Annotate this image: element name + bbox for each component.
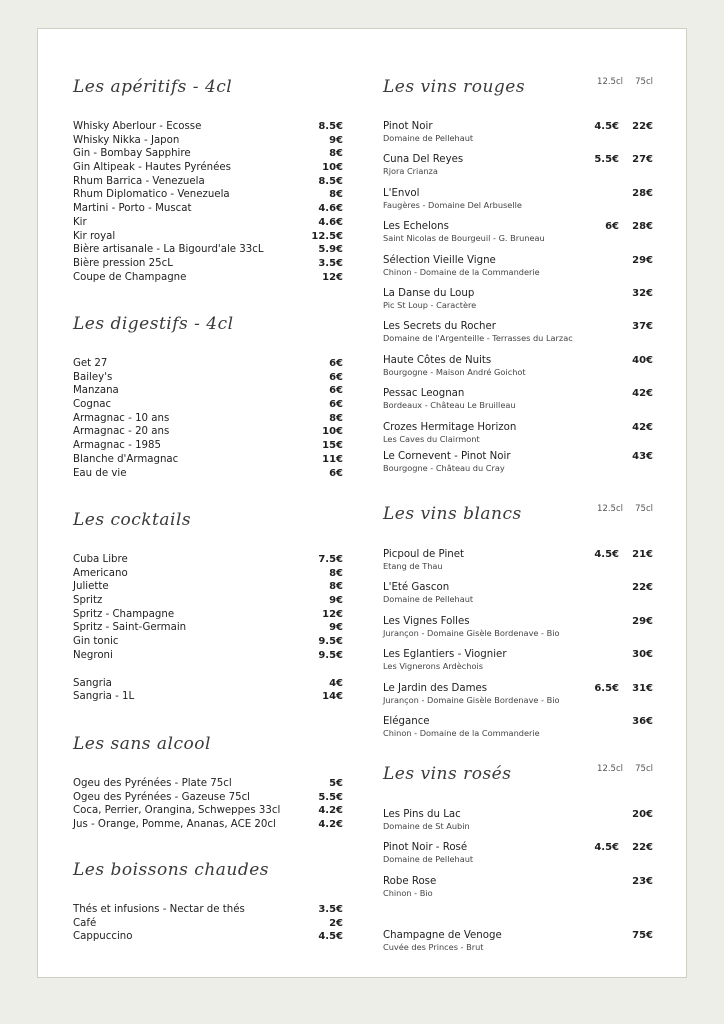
item-name: Negroni	[73, 649, 113, 661]
item-name: Gin Altipeak - Hautes Pyrénées	[73, 162, 231, 174]
list-item	[73, 147, 343, 161]
wine-origin: Etang de Thau	[383, 561, 443, 571]
wine-name: La Danse du Loup	[383, 287, 475, 299]
digestifs-list	[73, 357, 343, 480]
price-bottle: 37€	[632, 321, 653, 333]
list-item	[383, 220, 653, 253]
price-bottle: 42€	[632, 388, 653, 400]
list-item	[383, 548, 653, 581]
wine-name: L'Envol	[383, 187, 420, 199]
item-price: 12€	[322, 271, 343, 283]
item-price: 11€	[322, 453, 343, 465]
section-title: Les vins rouges	[383, 77, 526, 97]
wine-origin: Chinon - Domaine de la Commanderie	[383, 727, 540, 738]
item-name: Martini - Porto - Muscat	[73, 203, 192, 215]
section-title: Les digestifs - 4cl	[73, 314, 234, 334]
wine-name: Elégance	[383, 715, 430, 727]
wine-origin: Pic St Loup - Caractère	[383, 299, 477, 310]
wine-origin: Jurançon - Domaine Gisèle Bordenave - Bio	[383, 694, 560, 705]
price-bottle: 32€	[632, 287, 653, 299]
price-bottle: 22€	[632, 842, 653, 854]
item-name: Spritz - Champagne	[73, 608, 175, 620]
price-bottle: 22€	[632, 582, 653, 594]
section-title: Les vins rosés	[383, 764, 512, 784]
section-title: Les cocktails	[73, 510, 192, 530]
item-price: 8.5€	[318, 121, 343, 132]
item-name: Armagnac - 1985	[73, 440, 161, 452]
list-item	[383, 287, 653, 320]
item-name: Cuba Libre	[73, 554, 128, 565]
list-item	[73, 930, 343, 944]
wine-name: L'Eté Gascon	[383, 582, 450, 594]
list-item	[383, 450, 653, 483]
item-name: Bière artisanale - La Bigourd'ale 33cL	[73, 244, 264, 256]
item-name: Rhum Diplomatico - Venezuela	[73, 189, 230, 201]
list-item	[383, 320, 653, 353]
price-bottle: 23€	[632, 875, 653, 887]
item-price: 4.5€	[318, 931, 343, 943]
price-bottle: 29€	[632, 254, 653, 266]
list-item	[73, 202, 343, 216]
list-item	[73, 804, 343, 818]
list-item	[73, 553, 343, 567]
list-item	[73, 175, 343, 189]
list-item	[383, 808, 653, 841]
item-name: Gin tonic	[73, 636, 119, 648]
price-bottle: 21€	[632, 549, 653, 560]
wine-origin: Chinon - Bio	[383, 887, 433, 898]
sans-alcool-section	[73, 732, 343, 832]
price-glass: 5.5€	[594, 154, 619, 166]
list-item	[73, 677, 343, 691]
list-item	[73, 453, 343, 467]
list-item	[73, 635, 343, 649]
size-glass: 12.5cl	[597, 764, 623, 774]
item-price: 3.5€	[318, 904, 343, 915]
wine-name: Crozes Hermitage Horizon	[383, 421, 517, 433]
item-name: Sangria	[73, 677, 112, 689]
wine-name: Pinot Noir	[383, 121, 433, 132]
wine-name: Les Vignes Folles	[383, 615, 470, 627]
item-price: 12.5€	[311, 230, 343, 242]
list-item	[73, 580, 343, 594]
item-price: 9.5€	[318, 636, 343, 648]
wine-origin: Bourgogne - Maison André Goichot	[383, 366, 526, 377]
wine-name: Les Echelons	[383, 221, 449, 233]
item-name: Jus - Orange, Pomme, Ananas, ACE 20cl	[73, 819, 276, 831]
item-price: 4.6€	[318, 216, 343, 228]
item-price: 5.9€	[318, 244, 343, 256]
vins-roses-list	[383, 808, 653, 908]
size-bottle: 75cl	[635, 504, 653, 514]
list-item	[383, 354, 653, 387]
item-name: Bière pression 25cL	[73, 257, 173, 269]
list-item	[73, 649, 343, 663]
item-price: 9.5€	[318, 649, 343, 661]
item-price: 9€	[329, 622, 343, 634]
item-price: 10€	[322, 426, 343, 438]
item-name: Coupe de Champagne	[73, 271, 187, 283]
item-price: 7.5€	[318, 554, 343, 565]
boissons-chaudes-list	[73, 903, 343, 944]
item-name: Thés et infusions - Nectar de thés	[73, 904, 245, 915]
price-glass: 4.5€	[594, 842, 619, 854]
item-name: Cappuccino	[73, 931, 133, 943]
price-glass: 4.5€	[594, 549, 619, 560]
item-name: Whisky Aberlour - Ecosse	[73, 121, 202, 132]
item-name: Bailey's	[73, 371, 113, 383]
list-item	[73, 690, 343, 704]
item-price: 6€	[329, 371, 343, 383]
item-name: Eau de vie	[73, 467, 127, 479]
item-price: 8.5€	[318, 175, 343, 187]
list-item	[73, 818, 343, 832]
wine-origin: Jurançon - Domaine Gisèle Bordenave - Bio	[383, 627, 560, 638]
list-item	[383, 120, 653, 153]
item-price: 4€	[329, 677, 343, 689]
price-bottle: 22€	[632, 121, 653, 132]
wine-name: Les Secrets du Rocher	[383, 321, 496, 333]
item-price: 15€	[322, 440, 343, 452]
list-item	[383, 615, 653, 648]
cocktails-list	[73, 553, 343, 663]
list-item	[73, 384, 343, 398]
digestifs-section	[73, 312, 343, 480]
cocktails-section	[73, 508, 343, 704]
wine-origin: Domaine de Pellehaut	[383, 133, 474, 143]
item-name: Whisky Nikka - Japon	[73, 134, 180, 146]
wine-origin: Bourgogne - Château du Cray	[383, 462, 505, 473]
item-price: 6€	[329, 467, 343, 479]
wine-name: Pinot Noir - Rosé	[383, 842, 468, 854]
item-name: Rhum Barrica - Venezuela	[73, 175, 205, 187]
list-item	[383, 421, 653, 450]
sans-alcool-list	[73, 777, 343, 832]
list-item	[73, 903, 343, 917]
section-title: Les apéritifs - 4cl	[73, 77, 233, 97]
list-item	[73, 567, 343, 581]
list-item	[383, 153, 653, 186]
list-item	[73, 230, 343, 244]
boissons-chaudes-section	[73, 858, 343, 944]
item-name: Armagnac - 20 ans	[73, 426, 170, 438]
item-price: 14€	[322, 691, 343, 703]
size-bottle: 75cl	[635, 77, 653, 87]
list-item	[73, 777, 343, 791]
wine-origin: Saint Nicolas de Bourgeuil - G. Bruneau	[383, 233, 545, 244]
list-item	[383, 581, 653, 614]
price-glass: 6.5€	[594, 682, 619, 694]
list-item	[383, 715, 653, 748]
list-item	[73, 120, 343, 134]
size-header	[583, 504, 653, 514]
section-title: Les sans alcool	[73, 734, 211, 754]
item-name: Kir	[73, 216, 87, 228]
item-price: 5.5€	[318, 791, 343, 803]
wine-name: Le Cornevent - Pinot Noir	[383, 450, 511, 462]
vins-roses-section	[383, 762, 653, 963]
price-bottle: 20€	[632, 809, 653, 820]
list-item	[73, 257, 343, 271]
list-item	[73, 791, 343, 805]
wine-name: Les Pins du Lac	[383, 809, 461, 820]
wine-name: Haute Côtes de Nuits	[383, 354, 492, 366]
item-price: 6€	[329, 385, 343, 397]
wine-origin: Domaine de Pellehaut	[383, 854, 474, 865]
list-item	[383, 929, 653, 962]
list-item	[73, 608, 343, 622]
list-item	[73, 917, 343, 931]
size-bottle: 75cl	[635, 764, 653, 774]
item-price: 8€	[329, 581, 343, 593]
list-item	[383, 841, 653, 874]
wine-origin: Les Caves du Clairmont	[383, 433, 480, 444]
list-item	[73, 243, 343, 257]
list-item	[73, 216, 343, 230]
wine-name: Robe Rose	[383, 875, 437, 887]
size-glass: 12.5cl	[597, 504, 623, 514]
item-price: 4.2€	[318, 819, 343, 831]
item-name: Get 27	[73, 358, 108, 369]
list-item	[383, 387, 653, 420]
wine-origin: Les Vignerons Ardèchois	[383, 661, 483, 672]
item-name: Americano	[73, 567, 128, 579]
item-name: Cognac	[73, 399, 112, 411]
list-item	[73, 398, 343, 412]
item-name: Spritz - Saint-Germain	[73, 622, 187, 634]
vins-blancs-list	[383, 548, 653, 748]
price-bottle: 27€	[632, 154, 653, 166]
size-glass: 12.5cl	[597, 77, 623, 87]
champagne-list	[383, 929, 653, 962]
item-price: 5€	[329, 778, 343, 789]
wine-origin: Domaine de Pellehaut	[383, 594, 474, 605]
price-bottle: 43€	[632, 450, 653, 462]
size-header	[583, 77, 653, 87]
item-name: Manzana	[73, 385, 119, 397]
wine-origin: Domaine de St Aubin	[383, 821, 470, 831]
price-bottle: 31€	[632, 682, 653, 694]
item-price: 8€	[329, 567, 343, 579]
section-title: Les boissons chaudes	[73, 860, 270, 880]
list-item	[73, 188, 343, 202]
item-price: 8€	[329, 412, 343, 424]
menu-page	[37, 28, 687, 978]
item-price: 9€	[329, 134, 343, 146]
list-item	[383, 254, 653, 287]
list-item	[73, 271, 343, 285]
vins-rouges-section	[383, 75, 653, 483]
list-item	[73, 425, 343, 439]
price-bottle: 75€	[632, 930, 653, 942]
list-item	[383, 648, 653, 681]
list-item	[73, 161, 343, 175]
item-price: 10€	[322, 162, 343, 174]
list-item	[383, 187, 653, 220]
list-item	[73, 134, 343, 148]
wine-origin: Bordeaux - Château Le Bruilleau	[383, 400, 516, 411]
item-name: Armagnac - 10 ans	[73, 412, 170, 424]
wine-origin: Domaine de l'Argenteille - Terrasses du Larzac	[383, 333, 573, 344]
list-item	[73, 371, 343, 385]
price-bottle: 42€	[632, 421, 653, 433]
price-bottle: 40€	[632, 354, 653, 366]
vins-rouges-list	[383, 120, 653, 483]
aperitifs-section	[73, 75, 343, 284]
item-name: Sangria - 1L	[73, 691, 135, 703]
item-price: 6€	[329, 399, 343, 411]
item-name: Gin - Bombay Sapphire	[73, 148, 191, 160]
item-name: Juliette	[73, 581, 109, 593]
item-name: Kir royal	[73, 230, 116, 242]
wine-name: Les Eglantiers - Viognier	[383, 649, 507, 661]
item-name: Café	[73, 917, 97, 929]
list-item	[73, 357, 343, 371]
item-name: Blanche d'Armagnac	[73, 453, 179, 465]
item-price: 9€	[329, 595, 343, 607]
wine-name: Pessac Leognan	[383, 388, 465, 400]
wine-origin: Rjora Crianza	[383, 166, 438, 177]
wine-name: Cuna Del Reyes	[383, 154, 464, 166]
sangria-list	[73, 677, 343, 704]
wine-name: Sélection Vieille Vigne	[383, 254, 496, 266]
item-price: 8€	[329, 189, 343, 201]
wine-name: Champagne de Venoge	[383, 930, 502, 942]
item-price: 2€	[329, 917, 343, 929]
list-item	[73, 439, 343, 453]
item-price: 4.6€	[318, 203, 343, 215]
wine-origin: Chinon - Domaine de la Commanderie	[383, 266, 540, 277]
aperitifs-list	[73, 120, 343, 284]
section-title: Les vins blancs	[383, 504, 522, 524]
item-price: 4.2€	[318, 805, 343, 817]
item-name: Spritz	[73, 595, 103, 607]
list-item	[73, 412, 343, 426]
price-bottle: 36€	[632, 715, 653, 727]
item-name: Ogeu des Pyrénées - Gazeuse 75cl	[73, 791, 251, 803]
list-item	[73, 594, 343, 608]
price-bottle: 28€	[632, 187, 653, 199]
item-price: 12€	[322, 608, 343, 620]
item-name: Ogeu des Pyrénées - Plate 75cl	[73, 778, 232, 789]
price-bottle: 28€	[632, 221, 653, 233]
price-bottle: 29€	[632, 615, 653, 627]
item-name: Coca, Perrier, Orangina, Schweppes 33cl	[73, 805, 281, 817]
price-glass: 6€	[605, 221, 619, 233]
item-price: 3.5€	[318, 257, 343, 269]
price-glass: 4.5€	[594, 121, 619, 132]
list-item	[383, 682, 653, 715]
size-header	[583, 764, 653, 774]
wine-name: Picpoul de Pinet	[383, 549, 465, 560]
list-item	[73, 467, 343, 481]
wine-origin: Faugères - Domaine Del Arbuselle	[383, 199, 522, 210]
item-price: 6€	[329, 358, 343, 369]
price-bottle: 30€	[632, 649, 653, 661]
list-item	[383, 875, 653, 908]
wine-origin: Cuvée des Princes - Brut	[383, 942, 484, 953]
item-price: 8€	[329, 148, 343, 160]
wine-name: Le Jardin des Dames	[383, 682, 488, 694]
vins-blancs-section	[383, 502, 653, 748]
list-item	[73, 621, 343, 635]
